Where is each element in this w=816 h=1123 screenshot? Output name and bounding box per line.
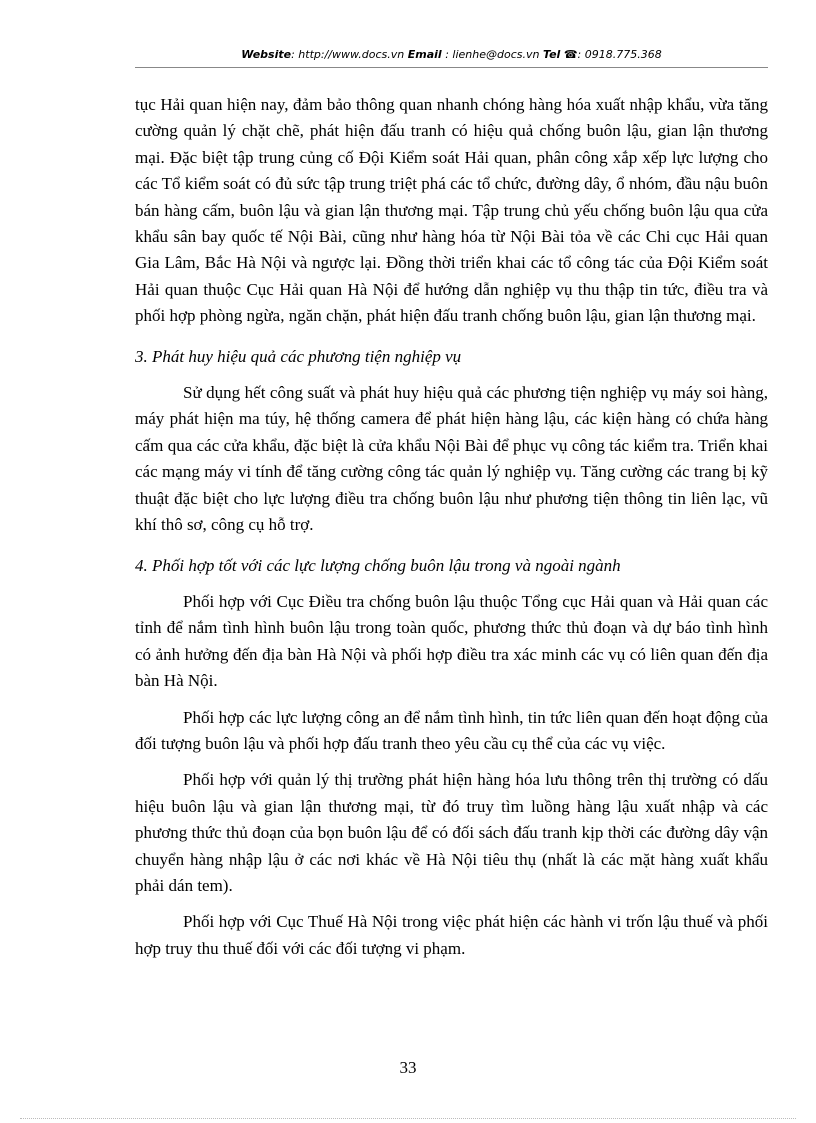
paragraph-3: Phối hợp với Cục Điều tra chống buôn lậu thuộc Tổng cục Hải quan và Hải quan các tỉnh để nắm tình hình buôn lậu trong toàn quốc, phương thức thủ đoạn và dự báo tình hình có ảnh hưởng đến địa bàn Hà Nội và phối hợp điều tra xác minh các vụ có liên quan đến địa bàn Hà Nội. [135, 591, 768, 691]
bottom-border [20, 1118, 796, 1119]
paragraph-2: Sử dụng hết công suất và phát huy hiệu quả các phương tiện nghiệp vụ máy soi hàng, máy phát hiện ma túy, hệ thống camera để phát hiện hàng lậu, các kiện hàng có chứa hàng cấm qua các cửa khẩu, đặc biệt là cửa khẩu Nội Bài để phục vụ công tác kiểm tra. Triển khai các mạng máy vi tính để tăng cường công tác quản lý nghiệp vụ. Tăng cường các trang bị kỹ thuật đặc biệt cho lực lượng điều tra chống buôn lậu như phương tiện thông tin liên lạc, vũ khí thô sơ, công cụ hỗ trợ. [135, 383, 768, 535]
document-body [135, 92, 768, 962]
paragraph-5: Phối hợp với quản lý thị trường phát hiện hàng hóa lưu thông trên thị trường có dấu hiệu buôn lậu và gian lận thương mại, từ đó truy tìm luồng hàng lậu xuất nhập và các phương thức thủ đoạn của bọn buôn lậu để có đối sách đấu tranh kịp thời các đường dây vận chuyển hàng nhập lậu ở các nơi khác về Hà Nội tiêu thụ (nhất là các mặt hàng xuất khẩu phải dán tem). [135, 770, 768, 895]
email-label: Email [407, 48, 442, 61]
page-header [135, 48, 768, 68]
website-label: Website [241, 48, 292, 61]
tel-label: Tel [542, 48, 561, 61]
paragraph-4: Phối hợp các lực lượng công an để nắm tình hình, tin tức liên quan đến hoạt động của đối tượng buôn lậu và phối hợp đấu tranh theo yêu cầu cụ thể của các vụ việc. [135, 707, 768, 753]
email-value: : lienhe@docs.vn [445, 48, 540, 61]
page-number: 33 [399, 1058, 417, 1077]
tel-value: : 0918.775.368 [577, 48, 662, 61]
paragraph-1: tục Hải quan hiện nay, đảm bảo thông quan nhanh chóng hàng hóa xuất nhập khẩu, vừa tăng cường quản lý chặt chẽ, phát hiện đấu tranh có hiệu quả chống buôn lậu, gian lận thương mại. Đặc biệt tập trung củng cố Đội Kiểm soát Hải quan, phân công xắp xếp lực lượng cho các Tổ kiểm soát có đủ sức tập trung triệt phá các tổ chức, đường dây, ổ nhóm, đầu nậu buôn bán hàng cấm, buôn lậu và gian lận thương mại. Tập trung chủ yếu chống buôn lậu qua cửa khẩu sân bay quốc tế Nội Bài, cũng như hàng hóa từ Nội Bài tỏa về các Chi cục Hải quan Gia Lâm, Bắc Hà Nội và ngược lại. Đồng thời triển khai các tổ công tác của Đội Kiểm soát Hải quan thuộc Cục Hải quan Hà Nội để hướng dẫn nghiệp vụ thu thập tin tức, điều tra và phối hợp phòng ngừa, ngăn chặn, phát hiện đấu tranh chống buôn lậu, gian lận thương mại. [135, 95, 768, 326]
phone-icon: ☎ [563, 48, 578, 61]
website-value: : http://www.docs.vn [291, 48, 405, 61]
header-divider [135, 67, 768, 68]
section-heading-4: 4. Phối hợp tốt với các lực lượng chống buôn lậu trong và ngoài ngành [135, 555, 621, 575]
paragraph-6: Phối hợp với Cục Thuế Hà Nội trong việc phát hiện các hành vi trốn lậu thuế và phối hợp truy thu thuế đối với các đối tượng vi phạm. [135, 912, 768, 958]
section-heading-3: 3. Phát huy hiệu quả các phương tiện nghiệp vụ [135, 346, 462, 366]
